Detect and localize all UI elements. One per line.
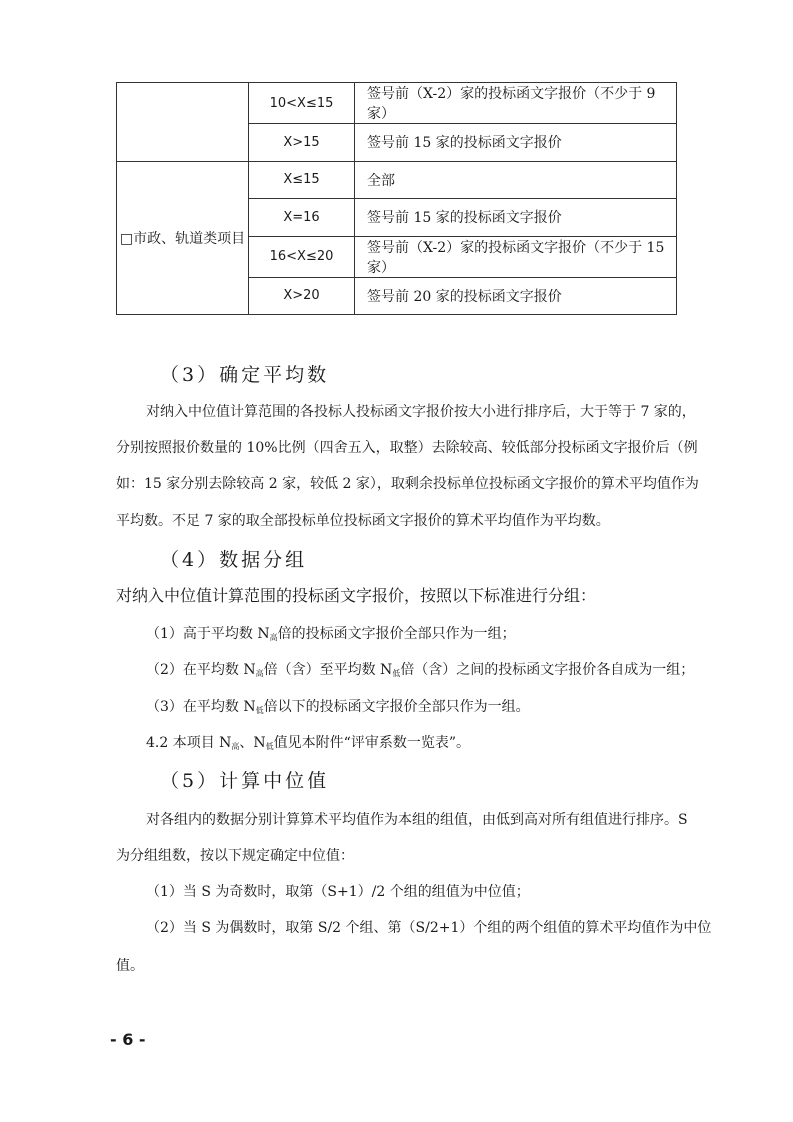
section5-line: （1）当 S 为奇数时，取第（S+1）/2 个组的组值为中位值；	[146, 884, 530, 900]
table-cell-empty	[117, 83, 249, 162]
subscript: 高	[255, 669, 264, 678]
section5-line: 对各组内的数据分别计算算术平均值作为本组的组值，由低到高对所有组值进行排序。S	[146, 812, 688, 828]
rule-text: （3）在平均数 N	[146, 699, 256, 715]
group-rule-3	[146, 697, 530, 721]
subscript: 低	[392, 669, 401, 678]
rule-text: 倍（含）之间的投标函文字报价各自成为一组；	[400, 662, 695, 678]
note-text: 值见本附件“评审系数一览表”。	[273, 735, 470, 751]
subscript: 低	[265, 742, 274, 751]
table-row	[117, 161, 677, 199]
section5-line: （2）当 S 为偶数时，取第 S/2 个组、第（S/2+1）个组的两个组值的算术平均值作为中位	[146, 920, 712, 936]
section5-line: 为分组组数，按以下规定确定中位值：	[116, 848, 354, 864]
note-text: 4.2 本项目 N	[146, 735, 232, 751]
rule-text: 倍（含）至平均数 N	[263, 662, 393, 678]
section3-line: 如：15 家分别去除较高 2 家，较低 2 家），取剩余投标单位投标函文字报价的算术平均值作为	[116, 476, 699, 492]
desc-cell: 签号前（X-2）家的投标函文字报价（不少于 15 家）	[355, 236, 677, 277]
range-cell: X>20	[249, 277, 355, 315]
group-rule-2	[146, 660, 694, 684]
coefficient-note	[146, 733, 470, 757]
subscript: 高	[231, 742, 240, 751]
rule-text: （1）高于平均数 N	[146, 626, 270, 642]
desc-cell: 全部	[355, 161, 677, 199]
bid-range-table	[116, 82, 677, 315]
section4-heading: （4）数据分组	[160, 549, 308, 571]
desc-cell: 签号前 15 家的投标函文字报价	[355, 124, 677, 162]
rule-text: （2）在平均数 N	[146, 662, 256, 678]
section5-heading: （5）计算中位值	[160, 770, 330, 792]
range-cell: X≤15	[249, 161, 355, 199]
group-label-cell: □市政、轨道类项目	[117, 161, 249, 315]
desc-cell: 签号前 20 家的投标函文字报价	[355, 277, 677, 315]
rule-text: 倍以下的投标函文字报价全部只作为一组。	[263, 699, 530, 715]
desc-cell: 签号前（X-2）家的投标函文字报价（不少于 9 家）	[355, 83, 677, 124]
rule-text: 倍的投标函文字报价全部只作为一组；	[277, 626, 516, 642]
range-cell: X>15	[249, 124, 355, 162]
range-cell: 16<X≤20	[249, 236, 355, 277]
section5-line: 值。	[116, 958, 144, 974]
section3-heading: （3）确定平均数	[160, 364, 330, 386]
range-cell: 10<X≤15	[249, 83, 355, 124]
note-text: 、N	[239, 735, 266, 751]
table-row	[117, 83, 677, 124]
section3-line: 分别按照报价数量的 10%比例（四舍五入，取整）去除较高、较低部分投标函文字报价后（例	[116, 440, 698, 456]
page-number: - 6 -	[110, 1030, 146, 1049]
subscript: 高	[269, 633, 278, 642]
section4-intro: 对纳入中位值计算范围的投标函文字报价，按照以下标准进行分组：	[116, 586, 597, 605]
section3-line: 平均数。不足 7 家的取全部投标单位投标函文字报价的算术平均值作为平均数。	[116, 513, 610, 529]
group-rule-1	[146, 624, 516, 648]
desc-cell: 签号前 15 家的投标函文字报价	[355, 199, 677, 237]
range-cell: X=16	[249, 199, 355, 237]
subscript: 低	[255, 706, 264, 715]
section3-line: 对纳入中位值计算范围的各投标人投标函文字报价按大小进行排序后，大于等于 7 家的，	[146, 404, 696, 420]
